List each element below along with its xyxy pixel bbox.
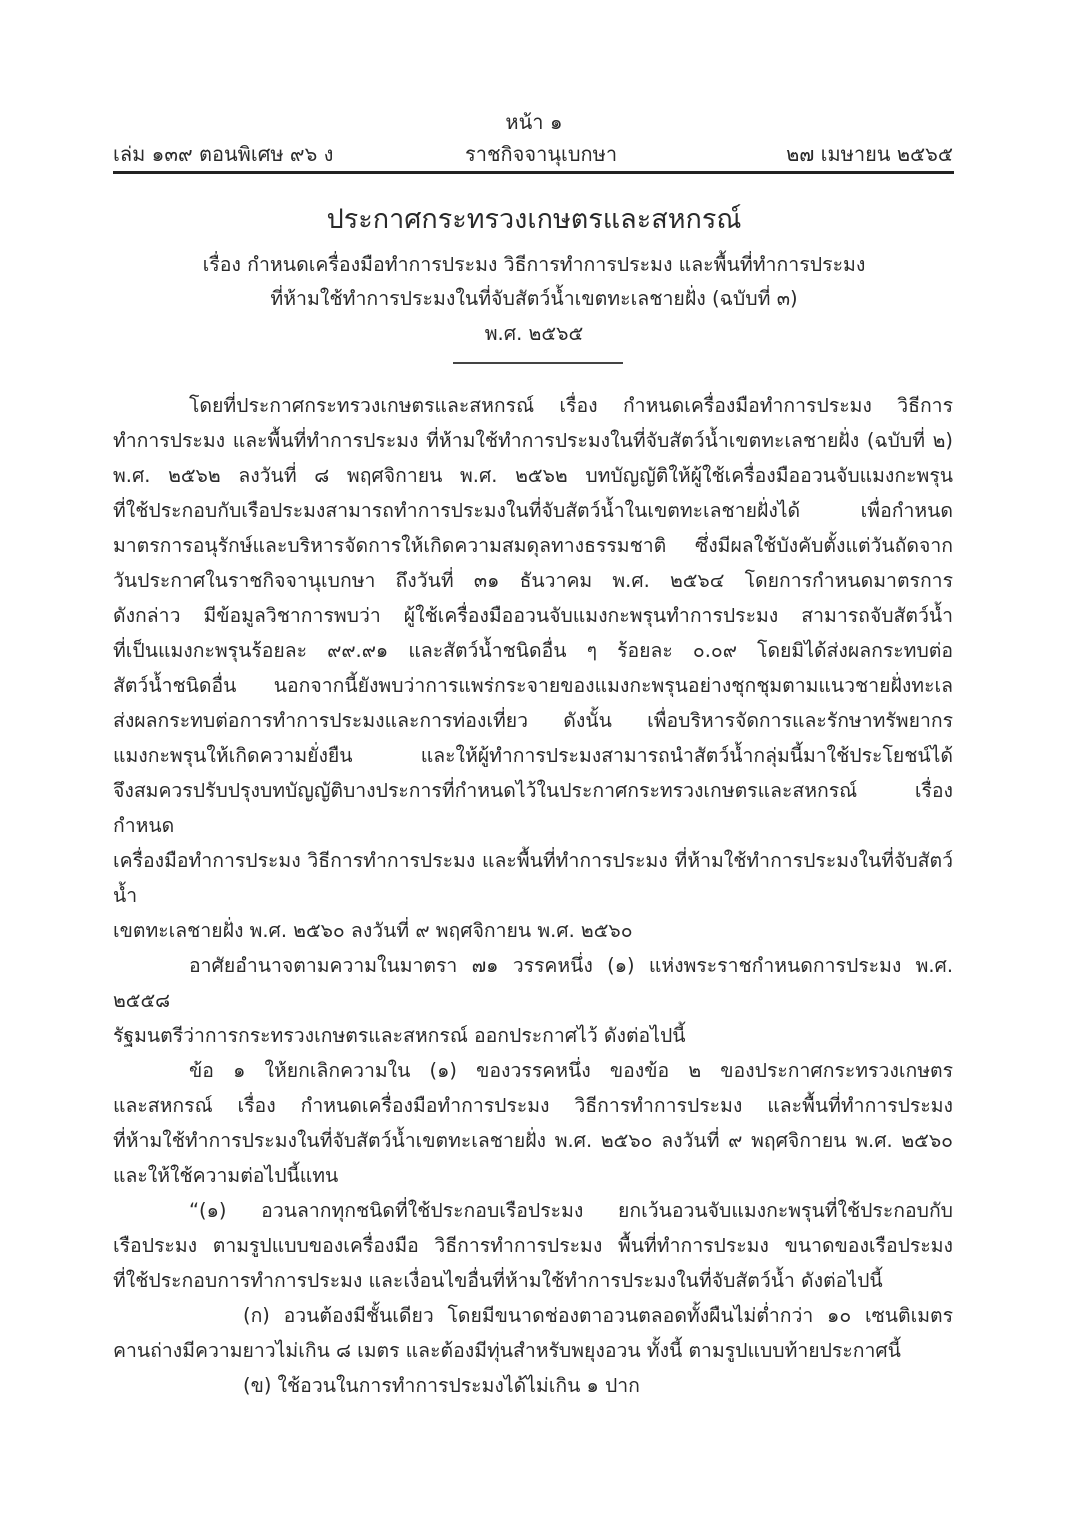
quoted-clause-line: “(๑) อวนลากทุกชนิดที่ใช้ประกอบเรือประมง ยกเว้นอวนจับแมงกะพรุนที่ใช้ประกอบกับ (189, 1199, 953, 1222)
quoted-clause-line: ที่ใช้ประกอบการทำการประมง และเงื่อนไขอื่นที่ห้ามใช้ทำการประมงในที่จับสัตว์น้ำ ดังต่อไปนี้ (113, 1269, 883, 1292)
page-number: หน้า ๑ (505, 110, 563, 134)
announcement-title: ประกาศกระทรวงเกษตรและสหกรณ์ (326, 204, 742, 235)
body-line: รัฐมนตรีว่าการกระทรวงเกษตรและสหกรณ์ ออกประกาศไว้ ดังต่อไปนี้ (113, 1024, 686, 1047)
body-line: ดังกล่าว มีข้อมูลวิชาการพบว่า ผู้ใช้เครื่องมืออวนจับแมงกะพรุนทำการประมง สามารถจับสัตว์น้ำ (113, 604, 953, 627)
volume-issue: เล่ม ๑๓๙ ตอนพิเศษ ๙๖ ง (113, 142, 334, 166)
sub-clause-ko: (ก) อวนต้องมีชั้นเดียว โดยมีขนาดช่องตาอวนตลอดทั้งผืนไม่ต่ำกว่า ๑๐ เซนติเมตร (243, 1304, 953, 1327)
sub-clause-kho: (ข) ใช้อวนในการทำการประมงได้ไม่เกิน ๑ ปาก (243, 1374, 640, 1397)
gazette-name: ราชกิจจานุเบกษา (465, 142, 618, 166)
clause-1-line: ที่ห้ามใช้ทำการประมงในที่จับสัตว์น้ำเขตทะเลชายฝั่ง พ.ศ. ๒๕๖๐ ลงวันที่ ๙ พฤศจิกายน พ.ศ. ๒๕๖๐ (113, 1129, 953, 1152)
document-body (113, 388, 953, 1403)
body-line: สัตว์น้ำชนิดอื่น นอกจากนี้ยังพบว่าการแพร่กระจายของแมงกะพรุนอย่างชุกชุมตามแนวชายฝั่งทะเล (113, 674, 953, 697)
quoted-clause-line: เรือประมง ตามรูปแบบของเครื่องมือ วิธีการทำการประมง พื้นที่ทำการประมง ขนาดของเรือประมง (113, 1234, 953, 1257)
clause-1-line: และให้ใช้ความต่อไปนี้แทน (113, 1164, 339, 1187)
body-line: วันประกาศในราชกิจจานุเบกษา ถึงวันที่ ๓๑ ธันวาคม พ.ศ. ๒๕๖๔ โดยการกำหนดมาตรการ (113, 569, 953, 592)
sub-clause-ko-cont: คานถ่างมีความยาวไม่เกิน ๘ เมตร และต้องมีทุ่นสำหรับพยุงอวน ทั้งนี้ ตามรูปแบบท้ายประกาศนี้ (113, 1339, 901, 1362)
body-line: อาศัยอำนาจตามความในมาตรา ๗๑ วรรคหนึ่ง (๑) แห่งพระราชกำหนดการประมง พ.ศ. ๒๕๕๘ (113, 954, 953, 1012)
title-divider (453, 362, 623, 364)
body-line: เขตทะเลชายฝั่ง พ.ศ. ๒๕๖๐ ลงวันที่ ๙ พฤศจิกายน พ.ศ. ๒๕๖๐ (113, 919, 633, 942)
subject-line-1: เรื่อง กำหนดเครื่องมือทำการประมง วิธีการทำการประมง และพื้นที่ทำการประมง (202, 253, 866, 276)
body-line: แมงกะพรุนให้เกิดความยั่งยืน และให้ผู้ทำการประมงสามารถนำสัตว์น้ำกลุ่มนี้มาใช้ประโยชน์ได้ (113, 744, 953, 767)
subject-line-2: ที่ห้ามใช้ทำการประมงในที่จับสัตว์น้ำเขตทะเลชายฝั่ง (ฉบับที่ ๓) (270, 287, 798, 310)
body-line: ที่ใช้ประกอบกับเรือประมงสามารถทำการประมงในที่จับสัตว์น้ำในเขตทะเลชายฝั่งได้ เพื่อกำหนด (113, 499, 953, 522)
body-line: จึงสมควรปรับปรุงบทบัญญัติบางประการที่กำหนดไว้ในประกาศกระทรวงเกษตรและสหกรณ์ เรื่อง กำหนด (113, 779, 953, 837)
body-line: ที่เป็นแมงกะพรุนร้อยละ ๙๙.๙๑ และสัตว์น้ำชนิดอื่น ๆ ร้อยละ ๐.๐๙ โดยมิได้ส่งผลกระทบต่อ (113, 639, 953, 662)
announcement-year: พ.ศ. ๒๕๖๕ (484, 322, 584, 345)
clause-1-line: ข้อ ๑ ให้ยกเลิกความใน (๑) ของวรรคหนึ่ง ของข้อ ๒ ของประกาศกระทรวงเกษตร (189, 1059, 953, 1082)
body-line: มาตรการอนุรักษ์และบริหารจัดการให้เกิดความสมดุลทางธรรมชาติ ซึ่งมีผลใช้บังคับตั้งแต่วันถัดจาก (113, 534, 953, 557)
body-line: พ.ศ. ๒๕๖๒ ลงวันที่ ๘ พฤศจิกายน พ.ศ. ๒๕๖๒ บทบัญญัติให้ผู้ใช้เครื่องมืออวนจับแมงกะพรุน (113, 464, 953, 487)
body-line: ทำการประมง และพื้นที่ทำการประมง ที่ห้ามใช้ทำการประมงในที่จับสัตว์น้ำเขตทะเลชายฝั่ง (ฉบับที่ ๒) (113, 429, 953, 452)
clause-1-line: และสหกรณ์ เรื่อง กำหนดเครื่องมือทำการประมง วิธีการทำการประมง และพื้นที่ทำการประมง (113, 1094, 953, 1117)
publication-date: ๒๗ เมษายน ๒๕๖๕ (786, 142, 953, 166)
body-line: โดยที่ประกาศกระทรวงเกษตรและสหกรณ์ เรื่อง กำหนดเครื่องมือทำการประมง วิธีการ (189, 394, 953, 417)
body-line: ส่งผลกระทบต่อการทำการประมงและการท่องเที่ยว ดังนั้น เพื่อบริหารจัดการและรักษาทรัพยากร (113, 709, 953, 732)
body-line: เครื่องมือทำการประมง วิธีการทำการประมง และพื้นที่ทำการประมง ที่ห้ามใช้ทำการประมงในที่จับสัตว์น้ำ (113, 849, 953, 907)
header-divider (113, 171, 954, 174)
